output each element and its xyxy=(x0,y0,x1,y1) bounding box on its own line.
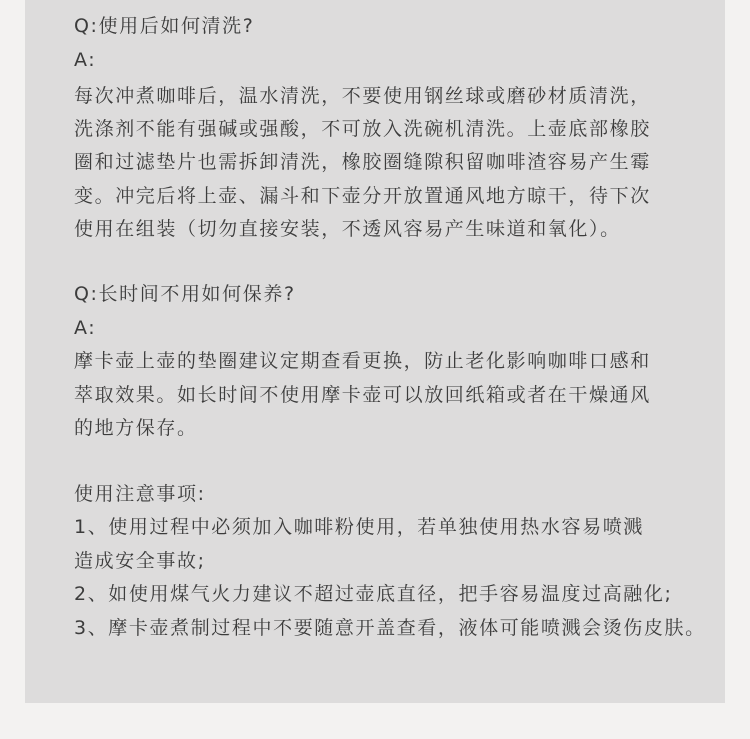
faq-answer-label-1: A: xyxy=(74,49,97,71)
faq-answer-1-line: 每次冲煮咖啡后，温水清洗，不要使用钢丝球或磨砂材质清洗， xyxy=(74,85,651,107)
notes-line: 1、使用过程中必须加入咖啡粉使用，若单独使用热水容易喷溅 xyxy=(74,516,644,538)
faq-answer-2-line: 萃取效果。如长时间不使用摩卡壶可以放回纸箱或者在干燥通风 xyxy=(74,384,651,406)
notes-line: 2、如使用煤气火力建议不超过壶底直径，把手容易温度过高融化; xyxy=(74,583,673,605)
faq-answer-2-line: 摩卡壶上壶的垫圈建议定期查看更换，防止老化影响咖啡口感和 xyxy=(74,350,651,372)
faq-answer-label-2: A: xyxy=(74,317,97,339)
faq-answer-2-line: 的地方保存。 xyxy=(74,417,198,439)
notes-line: 3、摩卡壶煮制过程中不要随意开盖查看，液体可能喷溅会烫伤皮肤。 xyxy=(74,617,706,639)
notes-heading: 使用注意事项: xyxy=(74,483,206,505)
faq-answer-1-line: 变。冲完后将上壶、漏斗和下壶分开放置通风地方晾干，待下次 xyxy=(74,185,651,207)
faq-answer-1-line: 使用在组装（切勿直接安装，不透风容易产生味道和氧化）。 xyxy=(74,218,621,240)
faq-answer-1-line: 圈和过滤垫片也需拆卸清洗，橡胶圈缝隙积留咖啡渣容易产生霉 xyxy=(74,151,651,173)
notes-line: 造成安全事故; xyxy=(74,550,206,572)
faq-question-2: Q:长时间不用如何保养? xyxy=(74,283,296,305)
faq-answer-1-line: 洗涤剂不能有强碱或强酸，不可放入洗碗机清洗。上壶底部橡胶 xyxy=(74,118,651,140)
faq-question-1: Q:使用后如何清洗? xyxy=(74,15,255,37)
content-panel xyxy=(25,0,725,703)
